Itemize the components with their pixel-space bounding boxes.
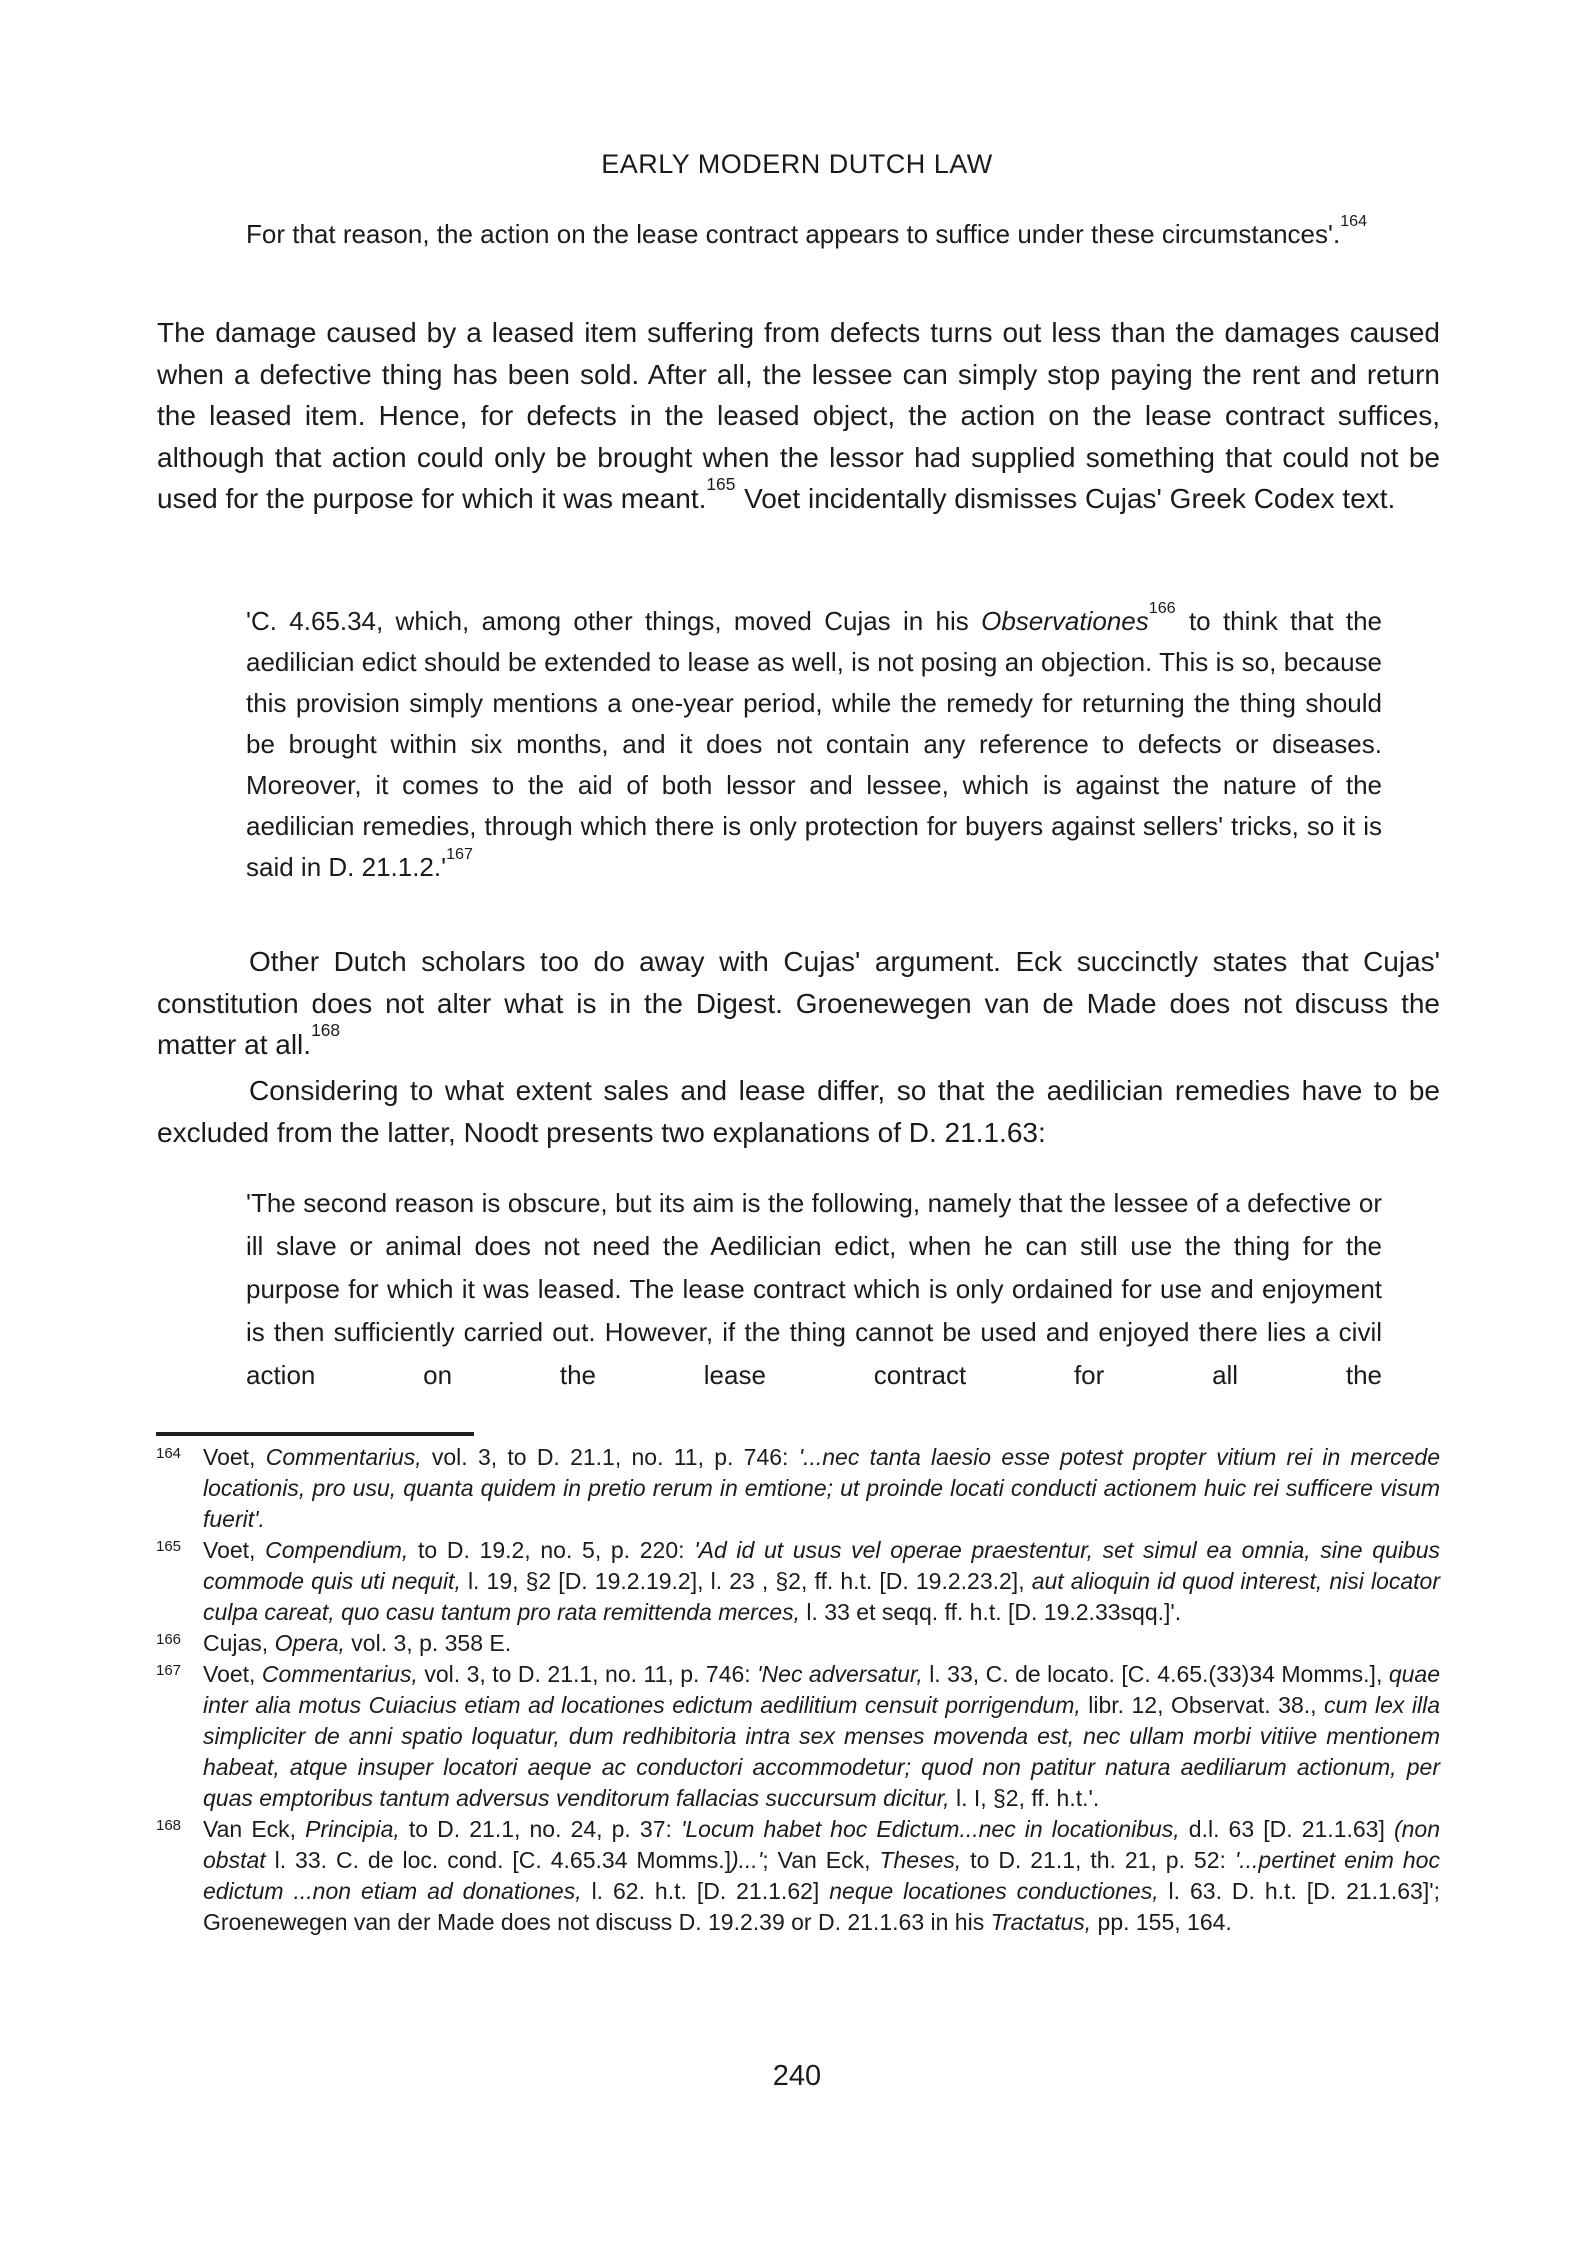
footnote-text <box>203 1816 1440 1935</box>
text-run: l. I, §2, ff. h.t.'. <box>949 1785 1100 1811</box>
footnote-number: 167 <box>156 1662 182 1679</box>
text-run: to think that the aedilician edict should be extended to lease as well, is not posing an objection. This is so, because this provision simply mentions a one-year period, while the remedy for returning the thing should be brought within six months, and it does not contain any reference to defects or diseases. Moreover, it comes to the aid of both lessor and lessee, which is against the nature of the aedilician remedies, through which there is only protection for buyers against sellers' tricks, so it is said in D. 21.1.2.' <box>246 606 1382 882</box>
italic-text: 'Nec adversatur, <box>757 1661 923 1687</box>
footnote-number: 165 <box>156 1538 182 1555</box>
block-quote-3 <box>246 1182 1382 1397</box>
text-run: libr. 12, Observat. 38., <box>1080 1692 1325 1718</box>
text-run: Considering to what extent sales and lease differ, so that the aedilician remedies have to be excluded from the latter, Noodt presents two explanations of D. 21.1.63: <box>157 1075 1440 1148</box>
text-run: to D. 21.1, th. 21, p. 52: <box>961 1847 1235 1873</box>
text-run: Voet, <box>203 1537 266 1563</box>
footnote-164 <box>156 1442 1440 1535</box>
block-quote-1 <box>246 214 1382 255</box>
text-run: l. 19, §2 [D. 19.2.19.2], l. 23 , §2, ff. h.t. [D. 19.2.23.2], <box>460 1568 1032 1594</box>
italic-text: '...nec tanta laesio esse potest propter vitium rei in mercede locationis, pro usu, quanta quidem in pretio rerum in emtione; ut proinde locati conducti actionem huic rei sufficere visum fuerit'. <box>203 1444 1440 1532</box>
text-run: For that reason, the action on the lease contract appears to suffice under these circumstances'. <box>246 219 1341 249</box>
text-run: vol. 3, to D. 21.1, no. 11, p. 746: <box>417 1661 758 1687</box>
footnote-ref: 164 <box>1340 212 1368 231</box>
italic-text: Observationes <box>981 606 1149 636</box>
footnote-text <box>203 1661 1440 1811</box>
text-run: Cujas, <box>203 1630 275 1656</box>
footnote-ref: 168 <box>311 1019 341 1040</box>
text-run: Van Eck, <box>203 1816 306 1842</box>
text-run: 'C. 4.65.34, which, among other things, moved Cujas in his <box>246 606 982 636</box>
italic-text: neque locationes conductiones, <box>829 1878 1159 1904</box>
italic-text: '...pertinet enim hoc edictum ...non etiam ad donationes, <box>203 1847 1440 1904</box>
text-run: 'The second reason is obscure, but its aim is the following, namely that the lessee of a defective or ill slave or animal does not need the Aedilician edict, when he can still use the thing for the purpose for which it was leased. The lease contract which is only ordained for use and enjoyment is then sufficiently carried out. However, if the thing cannot be used and enjoyed there lies a civil action on the lease contract for all the <box>246 1188 1382 1390</box>
text-run: vol. 3, to D. 21.1, no. 11, p. 746: <box>421 1444 799 1470</box>
text-run: Voet, <box>203 1661 262 1687</box>
footnote-text <box>203 1537 1440 1625</box>
text-run: vol. 3, p. 358 E. <box>344 1630 512 1656</box>
paragraph-2 <box>157 941 1440 1066</box>
text-run: ; Van Eck, <box>762 1847 880 1873</box>
text-run: to D. 19.2, no. 5, p. 220: <box>408 1537 695 1563</box>
text-run: pp. 155, 164. <box>1091 1909 1232 1935</box>
italic-text: 'Ad id ut usus vel operae praestentur, set simul ea omnia, sine quibus commode quis uti nequit, <box>203 1537 1441 1594</box>
text-run: The damage caused by a leased item suffering from defects turns out less than the damages caused when a defective thing has been sold. After all, the lessee can simply stop paying the rent and return the leased item. Hence, for defects in the leased object, the action on the lease contract suffices, although that action could only be brought when the lessor had supplied something that could not be used for the purpose for which it was meant. <box>157 317 1440 514</box>
italic-text: )...' <box>730 1847 763 1873</box>
page-number: 240 <box>772 2060 822 2092</box>
text-run: l. 62. h.t. [D. 21.1.62] <box>581 1878 830 1904</box>
footnotes-section <box>156 1442 1440 1938</box>
italic-text: Commentarius, <box>265 1444 422 1470</box>
footnote-ref: 167 <box>446 845 473 864</box>
italic-text: Tractatus, <box>990 1909 1092 1935</box>
italic-text: 'Locum habet hoc Edictum...nec in locationibus, <box>681 1816 1180 1842</box>
italic-text: Commentarius, <box>261 1661 418 1687</box>
italic-text: Compendium, <box>265 1537 409 1563</box>
footnote-number: 166 <box>156 1631 182 1648</box>
text-run: l. 63. D. h.t. [D. 21.1.63]'; Groenewegen van der Made does not discuss D. 19.2.39 or D. 21.1.63 in his <box>203 1878 1440 1935</box>
paragraph-3 <box>157 1070 1440 1153</box>
italic-text: aut alioquin id quod interest, nisi locator culpa careat, quo casu tantum pro rata remittenda merces, <box>203 1568 1440 1625</box>
text-run: to D. 21.1, no. 24, p. 37: <box>399 1816 681 1842</box>
text-run: d.l. 63 [D. 21.1.63] <box>1179 1816 1394 1842</box>
footnote-167 <box>156 1659 1440 1814</box>
italic-text: cum lex illa simpliciter de anni spatio loquatur, dum redhibitoria intra sex menses movenda est, nec ullam morbi vitiive mentionem habeat, atque insuper locatori aeque ac conductori accommodetur; quod non patitur natura aediliarum actionum, per quas emptoribus tantum adversus venditorum fallacias succursum dicitur, <box>203 1692 1440 1811</box>
italic-text: Principia, <box>305 1816 400 1842</box>
text-run: Voet, <box>203 1444 266 1470</box>
footnote-separator <box>156 1432 474 1436</box>
text-run: l. 33. C. de loc. cond. [C. 4.65.34 Momms.] <box>265 1847 731 1873</box>
footnote-ref: 166 <box>1148 599 1176 618</box>
text-run: Other Dutch scholars too do away with Cujas' argument. Eck succinctly states that Cujas' constitution does not alter what is in the Digest. Groenewegen van de Made does not discuss the matter at all. <box>157 946 1440 1060</box>
paragraph-1 <box>157 312 1440 520</box>
footnote-text <box>203 1630 511 1656</box>
footnote-165 <box>156 1535 1440 1628</box>
running-header: EARLY MODERN DUTCH LAW <box>601 149 993 179</box>
italic-text: quae inter alia motus Cuiacius etiam ad locationes edictum aedilitium censuit porrigendum, <box>203 1661 1440 1718</box>
text-run: l. 33 et seqq. ff. h.t. [D. 19.2.33sqq.]'. <box>800 1599 1182 1625</box>
footnote-ref: 165 <box>706 473 736 494</box>
italic-text: Theses, <box>879 1847 962 1873</box>
footnote-text <box>203 1444 1440 1532</box>
footnote-number: 168 <box>156 1817 182 1834</box>
footnote-168 <box>156 1814 1440 1938</box>
footnote-166 <box>156 1628 1440 1659</box>
text-run: Voet incidentally dismisses Cujas' Greek Codex text. <box>736 483 1396 514</box>
italic-text: Opera, <box>274 1630 345 1656</box>
italic-text: (non obstat <box>203 1816 1440 1873</box>
footnote-number: 164 <box>156 1445 182 1462</box>
block-quote-2 <box>246 601 1382 888</box>
text-run: l. 33, C. de locato. [C. 4.65.(33)34 Momms.], <box>922 1661 1389 1687</box>
